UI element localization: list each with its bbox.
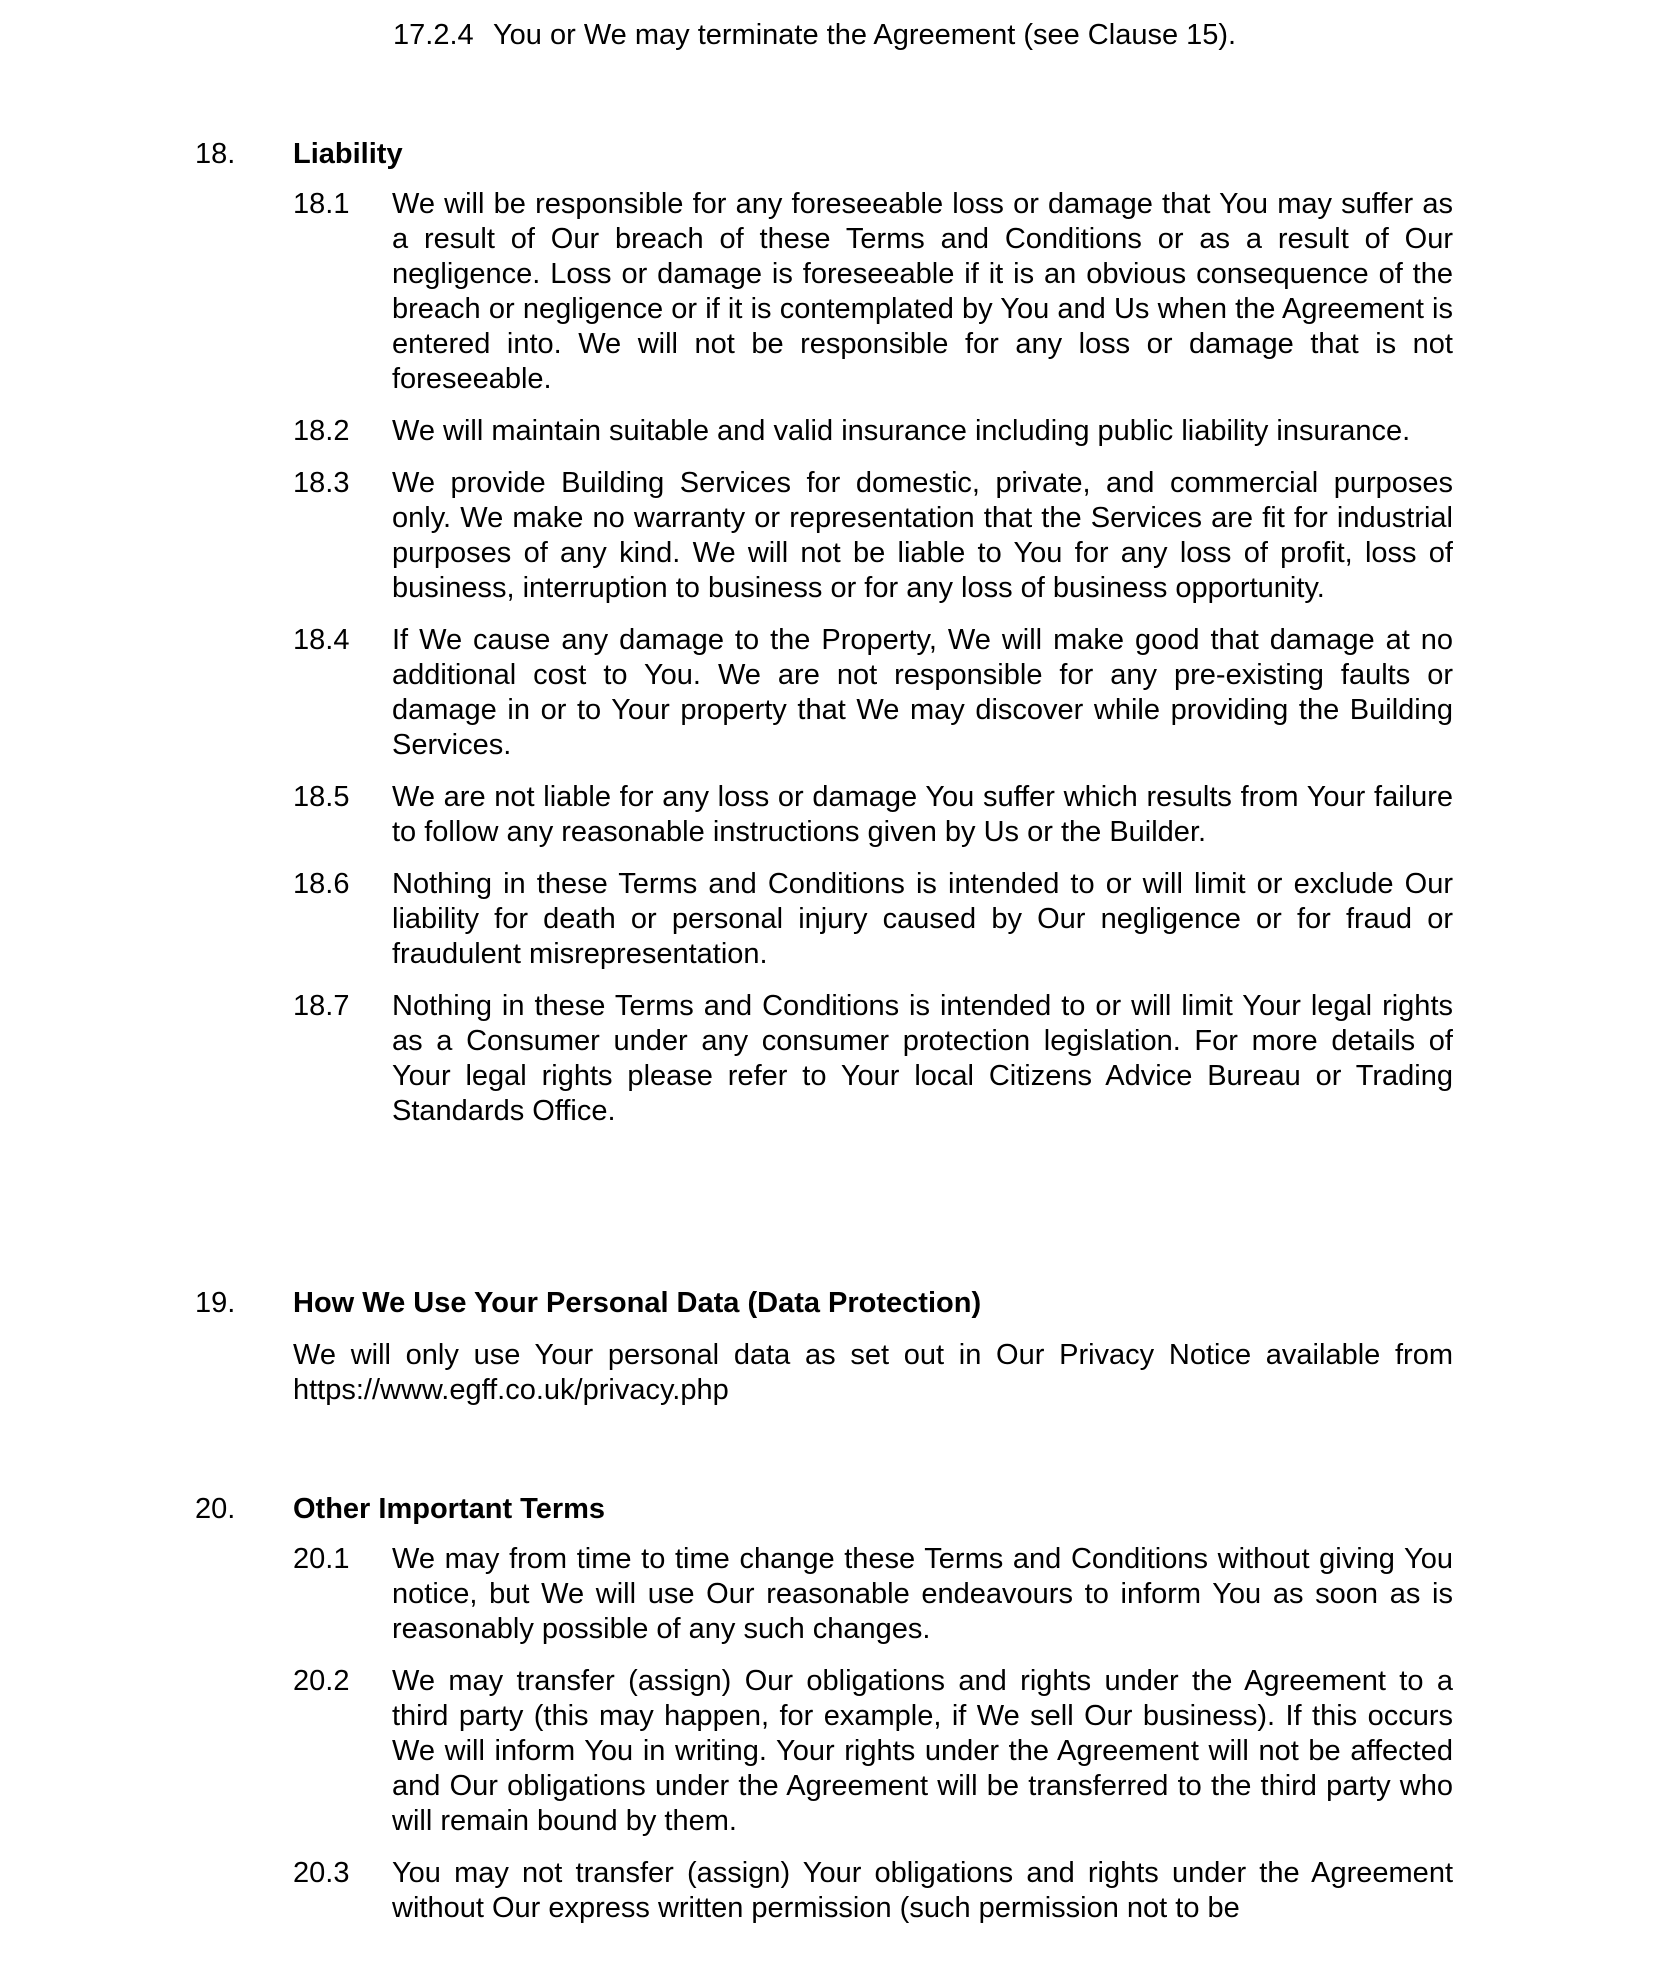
clause-18-3	[195, 466, 1453, 606]
clause-text: We will be responsible for any foreseeable loss or damage that You may suffer as a result of Our breach of these Terms and Conditions or as a result of Our negligence. Loss or damage is foreseeable if it is an obvious consequence of the breach or negligence or if it is contemplated by You and Us when the Agreement is entered into. We will not be responsible for any loss or damage that is not foreseeable.	[392, 188, 1453, 395]
clause-number: 18.4	[293, 624, 350, 656]
clause-18-4	[195, 623, 1453, 763]
clause-number: 18.1	[293, 188, 350, 220]
clause-number: 18.5	[293, 781, 350, 813]
clause-20-1	[195, 1542, 1453, 1647]
section-title: Liability	[293, 138, 403, 170]
clause-text: We will maintain suitable and valid insurance including public liability insurance.	[392, 415, 1411, 447]
section-title: Other Important Terms	[293, 1493, 606, 1525]
clause-18-6	[195, 867, 1453, 972]
section-title: How We Use Your Personal Data (Data Protection)	[293, 1287, 982, 1319]
clause-number: 20.2	[293, 1665, 350, 1697]
clause-20-2	[195, 1664, 1453, 1839]
section-18-liability	[195, 137, 1453, 1129]
clause-text: You may not transfer (assign) Your obligations and rights under the Agreement without Our express written permission (such permission not to be	[392, 1857, 1453, 1924]
section-heading	[195, 137, 1453, 172]
clause-text: We may from time to time change these Terms and Conditions without giving You notice, but We will use Our reasonable endeavours to inform You as soon as is reasonably possible of any such changes.	[392, 1543, 1453, 1645]
clause-number: 18.6	[293, 868, 350, 900]
clause-text: If We cause any damage to the Property, We will make good that damage at no additional cost to You. We are not responsible for any pre-existing faults or damage in or to Your property that We may discover while providing the Building Services.	[392, 624, 1453, 761]
clause-18-1	[195, 187, 1453, 397]
section-number: 18.	[195, 138, 236, 170]
section-heading	[195, 1492, 1453, 1527]
section-paragraph: We will only use Your personal data as set out in Our Privacy Notice available from https://www.egff.co.uk/privacy.php	[293, 1339, 1453, 1406]
clause-text: Nothing in these Terms and Conditions is intended to or will limit Your legal rights as a Consumer under any consumer protection legislation. For more details of Your legal rights please refer to Your local Citizens Advice Bureau or Trading Standards Office.	[392, 990, 1453, 1127]
clause-number: 18.2	[293, 415, 350, 447]
clause-number: 18.3	[293, 467, 350, 499]
clause-text: You or We may terminate the Agreement (see Clause 15).	[493, 19, 1237, 51]
clause-18-7	[195, 989, 1453, 1129]
clause-text: We provide Building Services for domestic, private, and commercial purposes only. We make no warranty or representation that the Services are fit for industrial purposes of any kind. We will not be liable to You for any loss of profit, loss of business, interruption to business or for any loss of business opportunity.	[392, 467, 1453, 604]
clause-number: 20.1	[293, 1543, 350, 1575]
section-number: 19.	[195, 1287, 236, 1319]
clause-number: 17.2.4	[393, 19, 474, 51]
section-number: 20.	[195, 1493, 236, 1525]
clause-18-2	[195, 414, 1453, 449]
clause-17-2-4	[393, 18, 1453, 53]
clause-text: We are not liable for any loss or damage You suffer which results from Your failure to follow any reasonable instructions given by Us or the Builder.	[392, 781, 1453, 848]
section-heading	[195, 1286, 1453, 1321]
clause-text: Nothing in these Terms and Conditions is intended to or will limit or exclude Our liability for death or personal injury caused by Our negligence or for fraud or fraudulent misrepresentation.	[392, 868, 1453, 970]
section-20-other-terms	[195, 1492, 1453, 1926]
clause-18-5	[195, 780, 1453, 850]
clause-text: We may transfer (assign) Our obligations and rights under the Agreement to a third party (this may happen, for example, if We sell Our business). If this occurs We will inform You in writing. Your rights under the Agreement will not be affected and Our obligations under the Agreement will be transferred to the third party who will remain bound by them.	[392, 1665, 1453, 1837]
section-19-data-protection	[195, 1286, 1453, 1408]
clause-number: 18.7	[293, 990, 350, 1022]
clause-20-3	[195, 1856, 1453, 1926]
clause-number: 20.3	[293, 1857, 350, 1889]
